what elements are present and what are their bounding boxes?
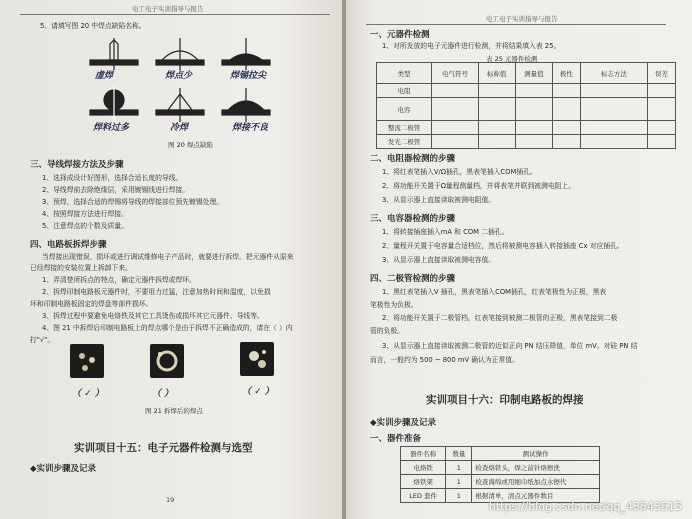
fig21-mark-3: （ ✓ ） (242, 387, 274, 397)
table-cell: 1 (446, 461, 472, 475)
table-header: 类型 (377, 63, 432, 84)
defect-label-4: 焊料过多 (93, 123, 130, 133)
table-25 (376, 62, 676, 149)
table-cell: LED 套件 (401, 489, 446, 503)
section-2-title: 二、电阻器检测的步骤 (370, 154, 456, 164)
table-row (377, 98, 676, 121)
section-3-line: 3、预焊，选择合适的焊锡将导线的焊接部位预先镀锡处理。 (42, 198, 224, 206)
section-4-line: 3、从显示器上直接读取被测二极管的近似正向 PN 结压降值，单位 mV。对硅 PN 结 (382, 342, 638, 350)
header-rule (20, 14, 330, 15)
table-header: 标称值 (478, 63, 515, 84)
table-header: 误差 (647, 63, 675, 84)
table-row (377, 135, 676, 149)
table-row (401, 461, 600, 475)
watermark: https://blog.csdn.net/qq_43543515 (488, 500, 682, 513)
section-4-line: 3、拆焊过程中要避免电烙铁及其它工具烫伤或损坏其它元器件、导线等。 (42, 312, 264, 320)
section-4-line: 2、拆焊印制电路板元器件时，不要用力过猛，注意加热时间和温度，以免损 (42, 288, 271, 296)
section-2-line: 1、将红表笔插入V/Ω插孔，黑表笔插入COM插孔。 (382, 168, 537, 176)
defect-label-1: 虚焊 (95, 71, 114, 81)
table-cell: 整流二极管 (377, 121, 432, 135)
fig21-mark-2: （ ） (152, 389, 174, 399)
table-cell: 检查烙铁头，焊之前针烙擦洗 (472, 461, 600, 475)
table-header-row (401, 447, 600, 461)
header-rule (366, 24, 666, 25)
table-header: 测试操作 (472, 447, 600, 461)
table-row (377, 121, 676, 135)
section-4-title: 四、二极管检测的步骤 (370, 274, 456, 284)
table-header: 极性 (552, 63, 580, 84)
section-4-title: 四、电路板拆焊步骤 (30, 240, 107, 250)
table-cell: 根据清单，清点元器件数目 (472, 489, 600, 503)
section-4-line: 而言，一般约为 500 ~ 800 mV 确认为正常值。 (370, 356, 519, 364)
steps-title: ◆实训步骤及记录 (370, 418, 437, 428)
table-cell: 电容 (377, 98, 432, 121)
section-4-line: 坏和印制电路板固定的焊盘等部件损坏。 (30, 300, 153, 308)
section-4-line: 1、黑红表笔插入V 插孔，黑表笔插入COM插孔，红表笔极性为正极，黑表 (382, 288, 607, 296)
table-row (401, 475, 600, 489)
solder-photo-1 (70, 344, 104, 378)
table-cell: 电烙铁 (401, 461, 446, 475)
project-15-title: 实训项目十五：电子元器件检测与选型 (74, 442, 253, 454)
section-3-line: 1、选择成设计好图形，选择合适长度的导线。 (42, 174, 183, 182)
page-header: 电工电子实训指导与报告 (486, 15, 558, 23)
section-1-title: 一、元器件检测 (370, 30, 430, 40)
section-4-intro: 当焊接出现错误、损坏或进行调试维修电子产品时，就要进行拆焊。把元器件从原来 (42, 253, 294, 261)
section-3-line: 2、导线焊前去除绝缘层，采用镀锡线进行焊接。 (42, 186, 190, 194)
section-2-line: 2、将功能开关置于Ω量程测量档，并将表笔并联到被测电阻上。 (382, 182, 576, 190)
solder-photo-3 (240, 342, 274, 376)
section-3-line: 4、按照焊接方法进行焊接。 (42, 210, 128, 218)
table-cell: 1 (446, 475, 472, 489)
right-page (346, 0, 692, 519)
section-1b-title: 一、器件准备 (370, 434, 422, 444)
table-header: 数量 (446, 447, 472, 461)
defect-label-6: 焊接不良 (232, 123, 269, 133)
section-4-line: 4、图 21 中拆焊后印制电路板上的焊点哪个是由于拆焊不正确造成的，请在（ ）内 (42, 324, 293, 332)
table-cell: 电阻 (377, 84, 432, 98)
equipment-table (400, 446, 600, 503)
table-header-row (377, 63, 676, 84)
table-cell: 检查海绵或用细巾纸加点水擦代 (472, 475, 600, 489)
left-page (0, 0, 344, 519)
table-row (377, 84, 676, 98)
section-3-title: 三、导线焊接方法及步骤 (30, 160, 124, 170)
table-cell: 1 (446, 489, 472, 503)
section-4-line: 1、弄清楚所拆点的特点，确定元器件拆焊或焊环。 (42, 276, 196, 284)
page-header: 电工电子实训指导与报告 (132, 5, 204, 13)
section-3-line: 2、量程开关置于电容量合适档位，然后将被测电容插入转接插座 Cx 对应插孔。 (382, 242, 624, 250)
fig21-mark-1: （ ✓ ） (72, 389, 104, 399)
section-3-line: 3、从显示器上直接读取被测电容值。 (382, 256, 496, 264)
question-5: 5、请填写图 20 中焊点缺陷名称。 (40, 22, 146, 30)
section-4-line: 笔极性为负极。 (370, 301, 418, 309)
defect-label-2: 焊点少 (165, 71, 193, 81)
table-cell: 烙铁架 (401, 475, 446, 489)
steps-title: ◆实训步骤及记录 (30, 464, 97, 474)
table-header: 器件名称 (401, 447, 446, 461)
figure-21-caption: 图 21 拆焊后的焊点 (145, 407, 203, 415)
solder-photo-2 (150, 344, 184, 378)
section-4-intro: 已经焊接的安装位置上拆卸下来。 (30, 264, 132, 272)
table-header: 测量值 (515, 63, 552, 84)
defect-label-3: 焊锡拉尖 (230, 71, 267, 81)
table-25-caption: 表 25 元器件检测 (486, 55, 538, 63)
section-3-line: 1、将转接插座插入mA 和 COM 二插孔。 (382, 228, 509, 236)
table-cell: 发光二极管 (377, 135, 432, 149)
section-4-line: 管的负极。 (370, 327, 404, 335)
table-header: 电气符号 (432, 63, 478, 84)
section-4-line: 2、将功能开关置于二极管档，红表笔接到被测二极管的正极，黑表笔接到二极 (382, 314, 618, 322)
section-1-text: 1、对所发放的电子元器件进行检测，并将结果填入表 25。 (382, 42, 561, 50)
section-2-line: 3、从显示器上直接读取被测电阻值。 (382, 196, 496, 204)
figure-20-caption: 图 20 焊点缺陷 (168, 141, 213, 149)
section-3-title: 三、电容器检测的步骤 (370, 214, 456, 224)
defect-label-5: 冷焊 (170, 123, 189, 133)
project-16-title: 实训项目十六：印制电路板的焊接 (426, 394, 584, 406)
page-number: 19 (166, 496, 175, 504)
section-4-line: 打"√"。 (30, 336, 55, 344)
section-3-line: 5、注意焊点的个数及质量。 (42, 222, 128, 230)
table-header: 标志方法 (580, 63, 647, 84)
